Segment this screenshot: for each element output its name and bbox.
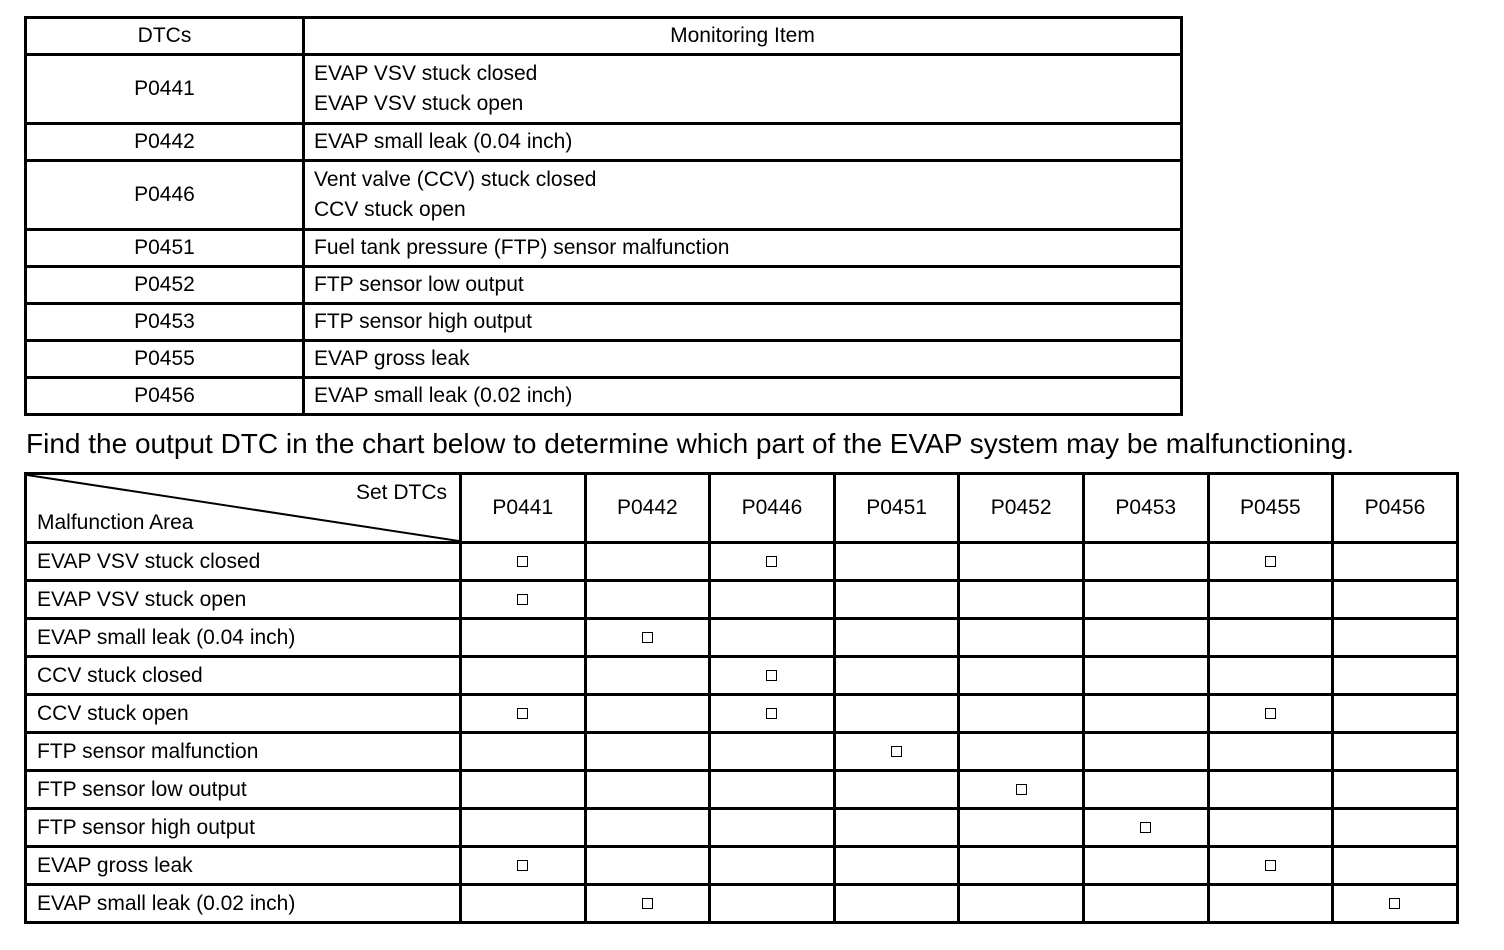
- malfunction-area-name: EVAP VSV stuck open: [26, 581, 461, 619]
- matrix-cell: [959, 733, 1084, 771]
- matrix-cell: [1333, 619, 1458, 657]
- matrix-cell: [1083, 809, 1208, 847]
- matrix-cell: [461, 847, 586, 885]
- matrix-cell: [834, 695, 959, 733]
- matrix-cell: [1208, 543, 1333, 581]
- monitoring-item: EVAP small leak (0.02 inch): [314, 384, 573, 407]
- check-box-icon: [517, 860, 528, 871]
- matrix-cell: [461, 809, 586, 847]
- monitoring-items: [304, 161, 1182, 230]
- check-box-icon: [766, 670, 777, 681]
- matrix-row: [26, 657, 1458, 695]
- set-dtc-column-header: P0442: [585, 474, 710, 543]
- matrix-cell: [1333, 847, 1458, 885]
- matrix-cell: [1208, 695, 1333, 733]
- matrix-cell: [1208, 657, 1333, 695]
- matrix-cell: [1083, 771, 1208, 809]
- matrix-cell: [959, 657, 1084, 695]
- set-dtc-column-header: P0455: [1208, 474, 1333, 543]
- matrix-cell: [1083, 695, 1208, 733]
- malfunction-area-name: CCV stuck closed: [26, 657, 461, 695]
- matrix-cell: [959, 809, 1084, 847]
- malfunction-area-matrix: [24, 472, 1459, 924]
- matrix-cell: [1208, 619, 1333, 657]
- monitoring-items: [304, 124, 1182, 161]
- monitoring-item: Vent valve (CCV) stuck closed: [314, 168, 597, 191]
- matrix-cell: [461, 657, 586, 695]
- malfunction-area-name: FTP sensor low output: [26, 771, 461, 809]
- matrix-cell: [834, 581, 959, 619]
- matrix-cell: [1208, 809, 1333, 847]
- matrix-cell: [1333, 809, 1458, 847]
- matrix-row: [26, 695, 1458, 733]
- matrix-cell: [710, 619, 835, 657]
- matrix-row: [26, 771, 1458, 809]
- matrix-cell: [1083, 581, 1208, 619]
- matrix-cell: [710, 543, 835, 581]
- monitoring-items: [304, 378, 1182, 415]
- check-box-icon: [1265, 860, 1276, 871]
- check-box-icon: [766, 556, 777, 567]
- monitoring-item: FTP sensor low output: [314, 273, 524, 296]
- dtc-code: P0456: [26, 378, 304, 415]
- matrix-cell: [1083, 657, 1208, 695]
- malfunction-area-name: EVAP gross leak: [26, 847, 461, 885]
- monitoring-items: [304, 55, 1182, 124]
- dtc-row: [26, 161, 1182, 230]
- matrix-cell: [710, 733, 835, 771]
- matrix-cell: [834, 847, 959, 885]
- matrix-row: [26, 733, 1458, 771]
- matrix-cell: [461, 695, 586, 733]
- matrix-cell: [834, 733, 959, 771]
- matrix-cell: [1083, 733, 1208, 771]
- matrix-cell: [959, 581, 1084, 619]
- set-dtc-column-header: P0453: [1083, 474, 1208, 543]
- matrix-cell: [1333, 657, 1458, 695]
- matrix-row: [26, 619, 1458, 657]
- check-box-icon: [517, 708, 528, 719]
- monitoring-item: EVAP small leak (0.04 inch): [314, 130, 573, 153]
- check-box-icon: [1140, 822, 1151, 833]
- malfunction-area-name: EVAP small leak (0.02 inch): [26, 885, 461, 923]
- matrix-cell: [834, 809, 959, 847]
- matrix-cell: [585, 619, 710, 657]
- matrix-cell: [1083, 885, 1208, 923]
- matrix-cell: [1333, 885, 1458, 923]
- matrix-cell: [710, 885, 835, 923]
- check-box-icon: [642, 898, 653, 909]
- matrix-cell: [1208, 733, 1333, 771]
- matrix-cell: [585, 771, 710, 809]
- matrix-row: [26, 847, 1458, 885]
- matrix-cell: [1333, 733, 1458, 771]
- check-box-icon: [517, 594, 528, 605]
- matrix-cell: [1333, 695, 1458, 733]
- matrix-cell: [959, 771, 1084, 809]
- matrix-corner-cell: [26, 474, 461, 543]
- monitoring-item: EVAP gross leak: [314, 347, 470, 370]
- dtc-row: [26, 55, 1182, 124]
- dtc-row: [26, 341, 1182, 378]
- matrix-cell: [461, 885, 586, 923]
- matrix-row: [26, 885, 1458, 923]
- set-dtcs-label: Set DTCs: [355, 481, 447, 504]
- matrix-cell: [834, 885, 959, 923]
- matrix-cell: [710, 581, 835, 619]
- check-box-icon: [517, 556, 528, 567]
- malfunction-area-name: EVAP VSV stuck closed: [26, 543, 461, 581]
- matrix-cell: [461, 733, 586, 771]
- instruction-text: Find the output DTC in the chart below to determine which part of the EVAP system may be malfunctioning.: [26, 428, 1355, 459]
- dtc-table-header-row: [26, 18, 1182, 55]
- matrix-row: [26, 543, 1458, 581]
- monitoring-item-column-header: Monitoring Item: [304, 18, 1182, 55]
- matrix-cell: [1333, 771, 1458, 809]
- monitoring-items: [304, 230, 1182, 267]
- matrix-cell: [1083, 543, 1208, 581]
- matrix-cell: [959, 543, 1084, 581]
- set-dtc-column-header: P0446: [710, 474, 835, 543]
- matrix-cell: [1333, 581, 1458, 619]
- malfunction-area-name: FTP sensor malfunction: [26, 733, 461, 771]
- matrix-cell: [1208, 847, 1333, 885]
- dtc-code: P0455: [26, 341, 304, 378]
- matrix-cell: [1208, 581, 1333, 619]
- monitoring-item: FTP sensor high output: [314, 310, 532, 333]
- matrix-header-row: [26, 474, 1458, 543]
- matrix-cell: [461, 581, 586, 619]
- matrix-cell: [959, 847, 1084, 885]
- matrix-cell: [461, 771, 586, 809]
- dtc-code: P0446: [26, 161, 304, 230]
- matrix-cell: [585, 695, 710, 733]
- check-box-icon: [891, 746, 902, 757]
- check-box-icon: [1265, 708, 1276, 719]
- dtc-column-header: DTCs: [26, 18, 304, 55]
- matrix-row: [26, 809, 1458, 847]
- dtc-table-body: [26, 55, 1182, 415]
- malfunction-area-name: FTP sensor high output: [26, 809, 461, 847]
- matrix-cell: [710, 809, 835, 847]
- check-box-icon: [766, 708, 777, 719]
- monitoring-items: [304, 341, 1182, 378]
- dtc-row: [26, 378, 1182, 415]
- matrix-cell: [585, 809, 710, 847]
- set-dtc-column-header: P0456: [1333, 474, 1458, 543]
- dtc-row: [26, 267, 1182, 304]
- monitoring-item: EVAP VSV stuck open: [314, 92, 524, 115]
- check-box-icon: [1389, 898, 1400, 909]
- dtc-row: [26, 124, 1182, 161]
- matrix-cell: [834, 771, 959, 809]
- malfunction-area-name: CCV stuck open: [26, 695, 461, 733]
- dtc-row: [26, 230, 1182, 267]
- set-dtc-column-header: P0451: [834, 474, 959, 543]
- matrix-cell: [585, 581, 710, 619]
- dtc-code: P0452: [26, 267, 304, 304]
- matrix-cell: [710, 657, 835, 695]
- check-box-icon: [1016, 784, 1027, 795]
- matrix-cell: [710, 695, 835, 733]
- malfunction-area-name: EVAP small leak (0.04 inch): [26, 619, 461, 657]
- dtc-code: P0453: [26, 304, 304, 341]
- matrix-cell: [959, 619, 1084, 657]
- matrix-body: [26, 543, 1458, 923]
- monitoring-items: [304, 304, 1182, 341]
- matrix-cell: [834, 543, 959, 581]
- set-dtc-column-header: P0441: [461, 474, 586, 543]
- matrix-cell: [834, 657, 959, 695]
- dtc-row: [26, 304, 1182, 341]
- monitoring-item: Fuel tank pressure (FTP) sensor malfunction: [314, 236, 730, 259]
- malfunction-area-label: Malfunction Area: [37, 511, 194, 534]
- check-box-icon: [642, 632, 653, 643]
- matrix-cell: [461, 543, 586, 581]
- matrix-cell: [710, 847, 835, 885]
- matrix-cell: [585, 885, 710, 923]
- matrix-cell: [959, 695, 1084, 733]
- dtc-code: P0441: [26, 55, 304, 124]
- monitoring-items: [304, 267, 1182, 304]
- matrix-cell: [585, 733, 710, 771]
- matrix-cell: [1083, 847, 1208, 885]
- dtc-monitoring-table: [24, 16, 1183, 416]
- dtc-code: P0442: [26, 124, 304, 161]
- dtc-code: P0451: [26, 230, 304, 267]
- matrix-cell: [585, 543, 710, 581]
- matrix-row: [26, 581, 1458, 619]
- monitoring-item: CCV stuck open: [314, 198, 466, 221]
- matrix-cell: [1208, 885, 1333, 923]
- check-box-icon: [1265, 556, 1276, 567]
- matrix-cell: [585, 657, 710, 695]
- matrix-cell: [834, 619, 959, 657]
- matrix-cell: [710, 771, 835, 809]
- matrix-cell: [1083, 619, 1208, 657]
- matrix-cell: [959, 885, 1084, 923]
- set-dtc-column-header: P0452: [959, 474, 1084, 543]
- matrix-cell: [585, 847, 710, 885]
- matrix-cell: [1208, 771, 1333, 809]
- monitoring-item: EVAP VSV stuck closed: [314, 62, 538, 85]
- matrix-cell: [1333, 543, 1458, 581]
- matrix-cell: [461, 619, 586, 657]
